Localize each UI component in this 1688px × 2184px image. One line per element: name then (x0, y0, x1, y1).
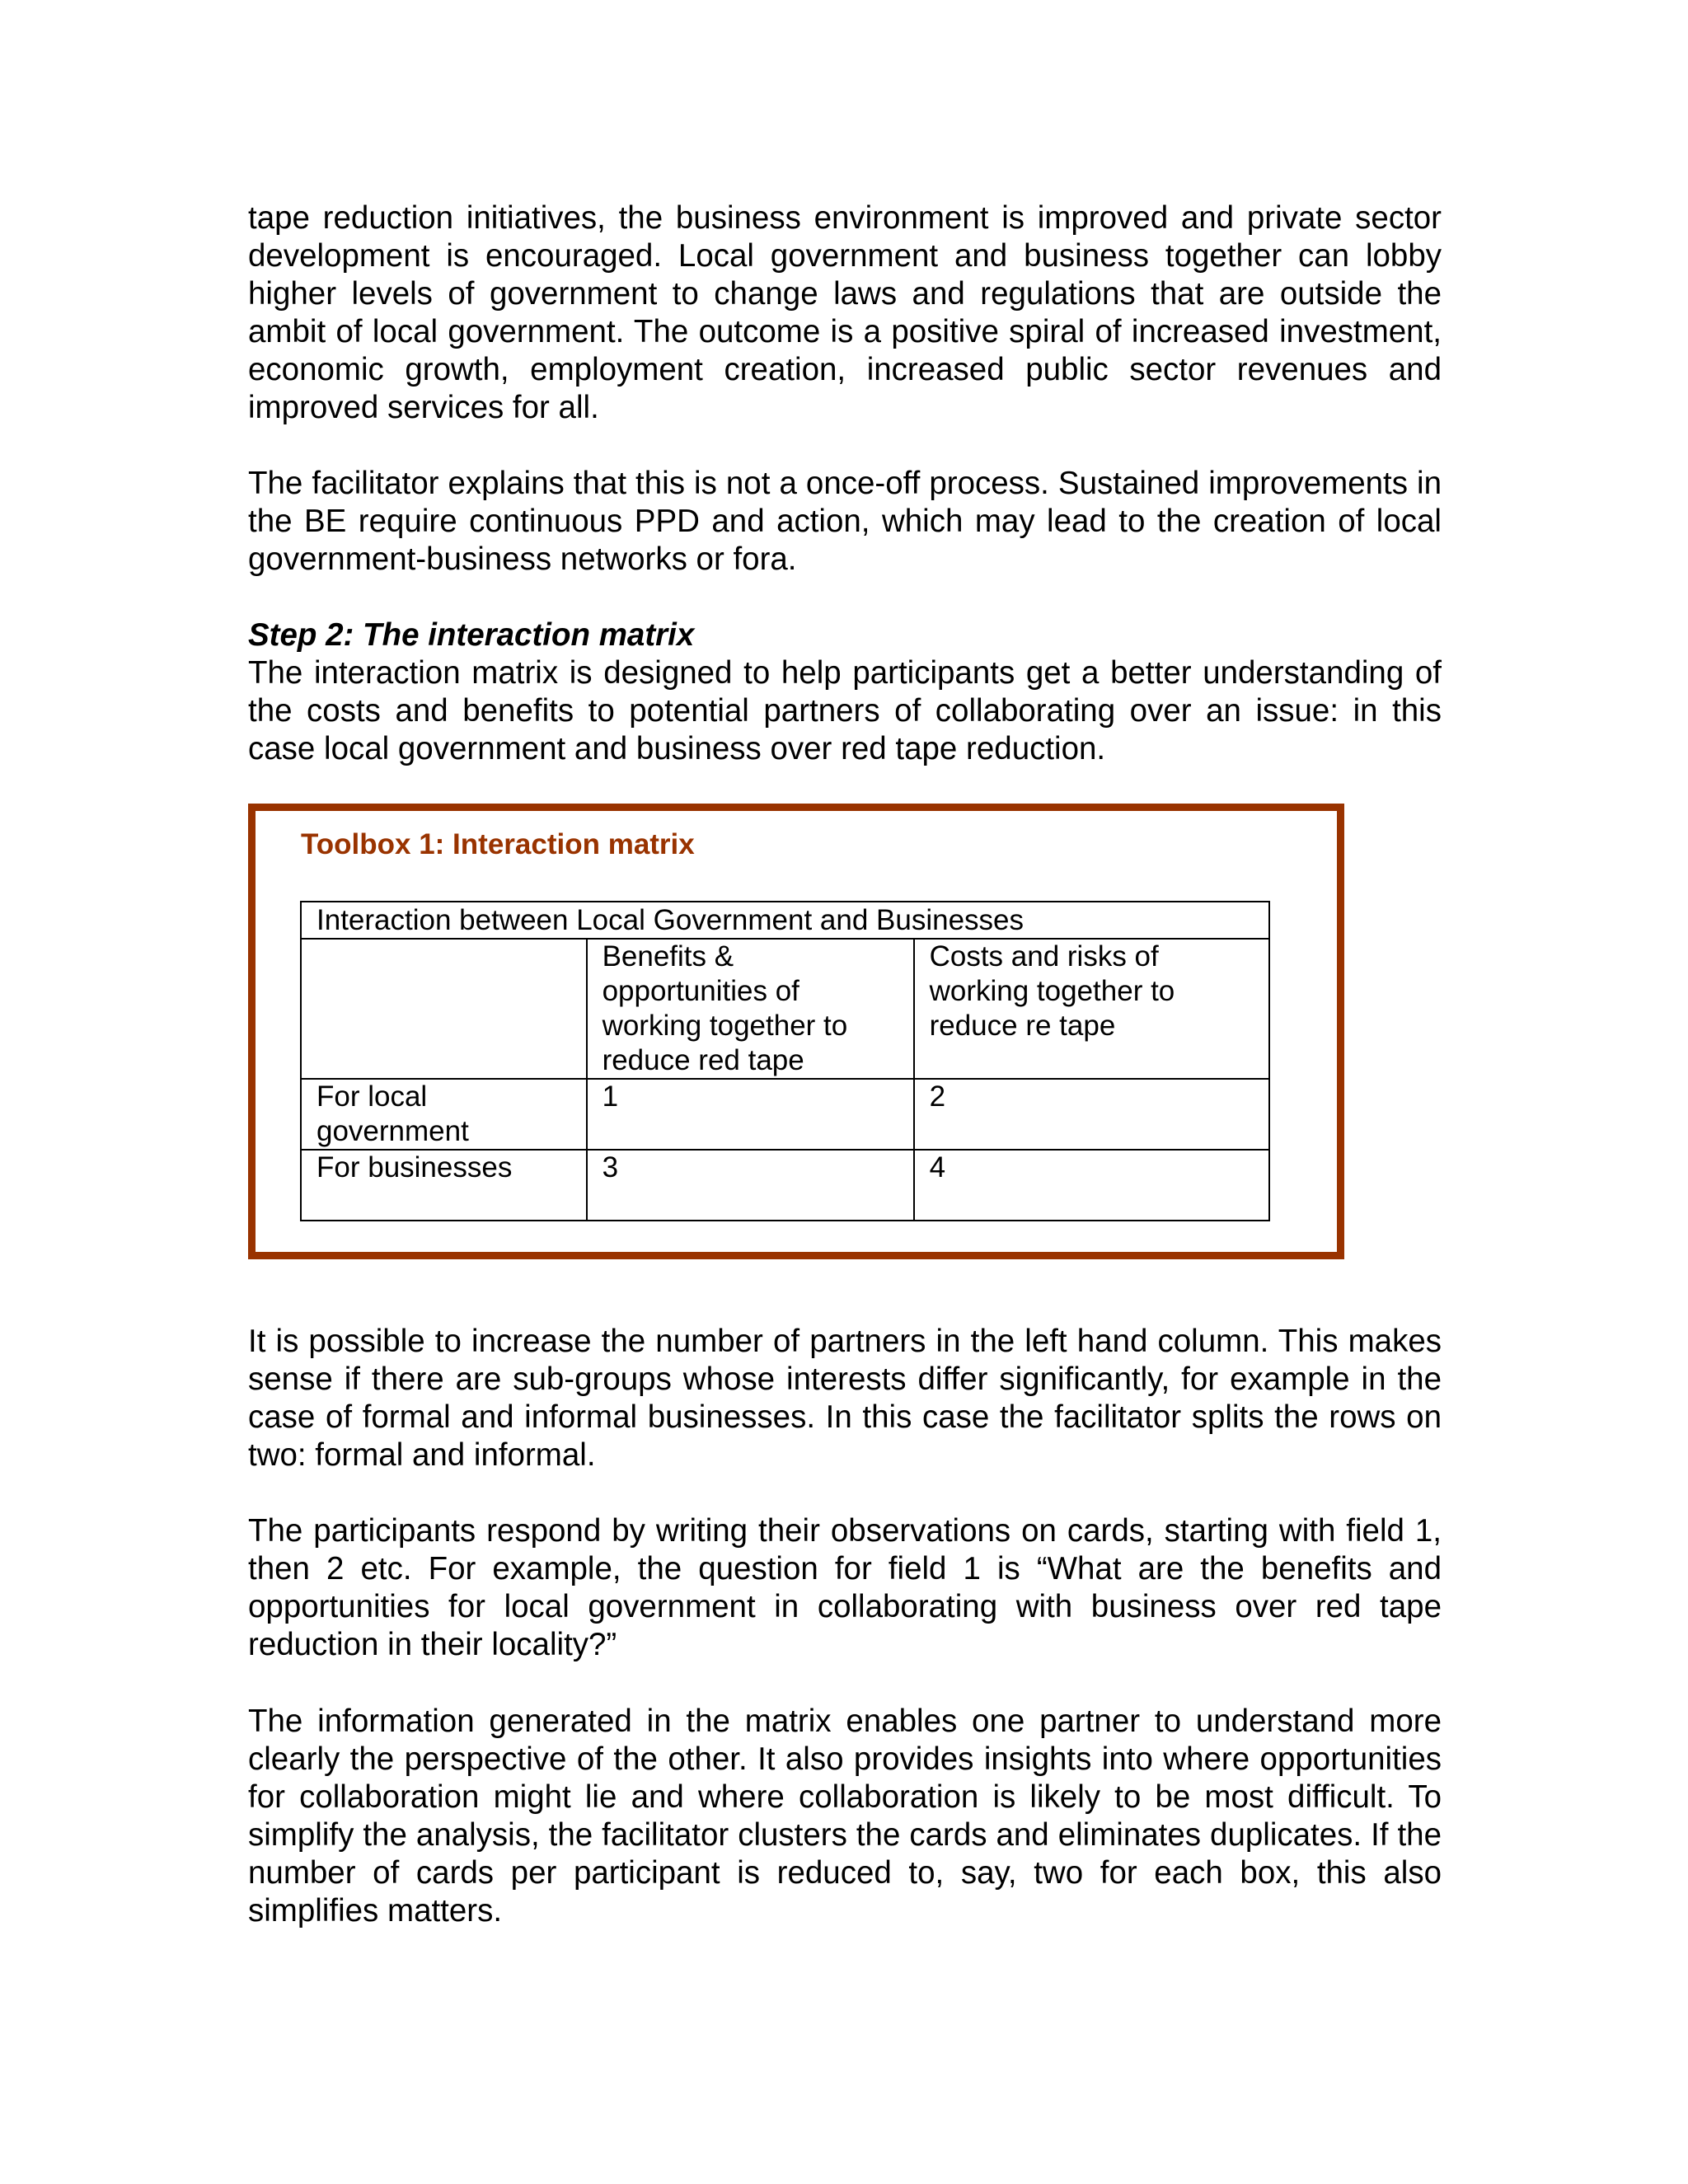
interaction-matrix-table (300, 901, 1270, 1221)
table-cell: 2 (914, 1079, 1269, 1150)
table-cell: Benefits & opportunities of working together to reduce red tape (587, 939, 914, 1079)
body-paragraph: The facilitator explains that this is not a once-off process. Sustained improvements in the BE require continuous PPD and action, which may lead to the creation of local government-business networks or fora. (248, 466, 1442, 577)
toolbox-title: Toolbox 1: Interaction matrix (301, 828, 695, 860)
table-row (301, 1079, 1269, 1150)
table-cell: For local government (301, 1079, 587, 1150)
section-heading: Step 2: The interaction matrix (248, 617, 695, 653)
table-cell: For businesses (301, 1150, 587, 1221)
table-cell (301, 939, 587, 1079)
body-paragraph: The participants respond by writing their observations on cards, starting with field 1, then 2 etc. For example, the question for field 1 is “What are the benefits and opportunities for local government in collaborating with business over red tape reduction in their locality?” (248, 1513, 1442, 1662)
table-header-cell: Interaction between Local Government and Businesses (301, 902, 1269, 939)
table-cell: 1 (587, 1079, 914, 1150)
table-row (301, 939, 1269, 1079)
table-row (301, 1150, 1269, 1221)
body-paragraph: The information generated in the matrix enables one partner to understand more clearly the perspective of the other. It also provides insights into where opportunities for collaboration might lie and where collaboration is likely to be most difficult. To simplify the analysis, the facilitator clusters the cards and eliminates duplicates. If the number of cards per participant is reduced to, say, two for each box, this also simplifies matters. (248, 1704, 1442, 1929)
table-cell: 4 (914, 1150, 1269, 1221)
table-header-row (301, 902, 1269, 939)
body-paragraph: It is possible to increase the number of partners in the left hand column. This makes sense if there are sub-groups whose interests differ significantly, for example in the case of formal and informal businesses. In this case the facilitator splits the rows on two: formal and informal. (248, 1324, 1442, 1473)
table-cell: Costs and risks of working together to reduce re tape (914, 939, 1269, 1079)
toolbox-box (248, 804, 1344, 1259)
body-paragraph: tape reduction initiatives, the business environment is improved and private sector development is encouraged. Local government and business together can lobby higher levels of government to change laws and regulations that are outside the ambit of local government. The outcome is a positive spiral of increased investment, economic growth, employment creation, increased public sector revenues and improved services for all. (248, 200, 1442, 425)
body-paragraph: The interaction matrix is designed to help participants get a better understanding of the costs and benefits to potential partners of collaborating over an issue: in this case local government and business over red tape reduction. (248, 655, 1442, 766)
table-cell: 3 (587, 1150, 914, 1221)
